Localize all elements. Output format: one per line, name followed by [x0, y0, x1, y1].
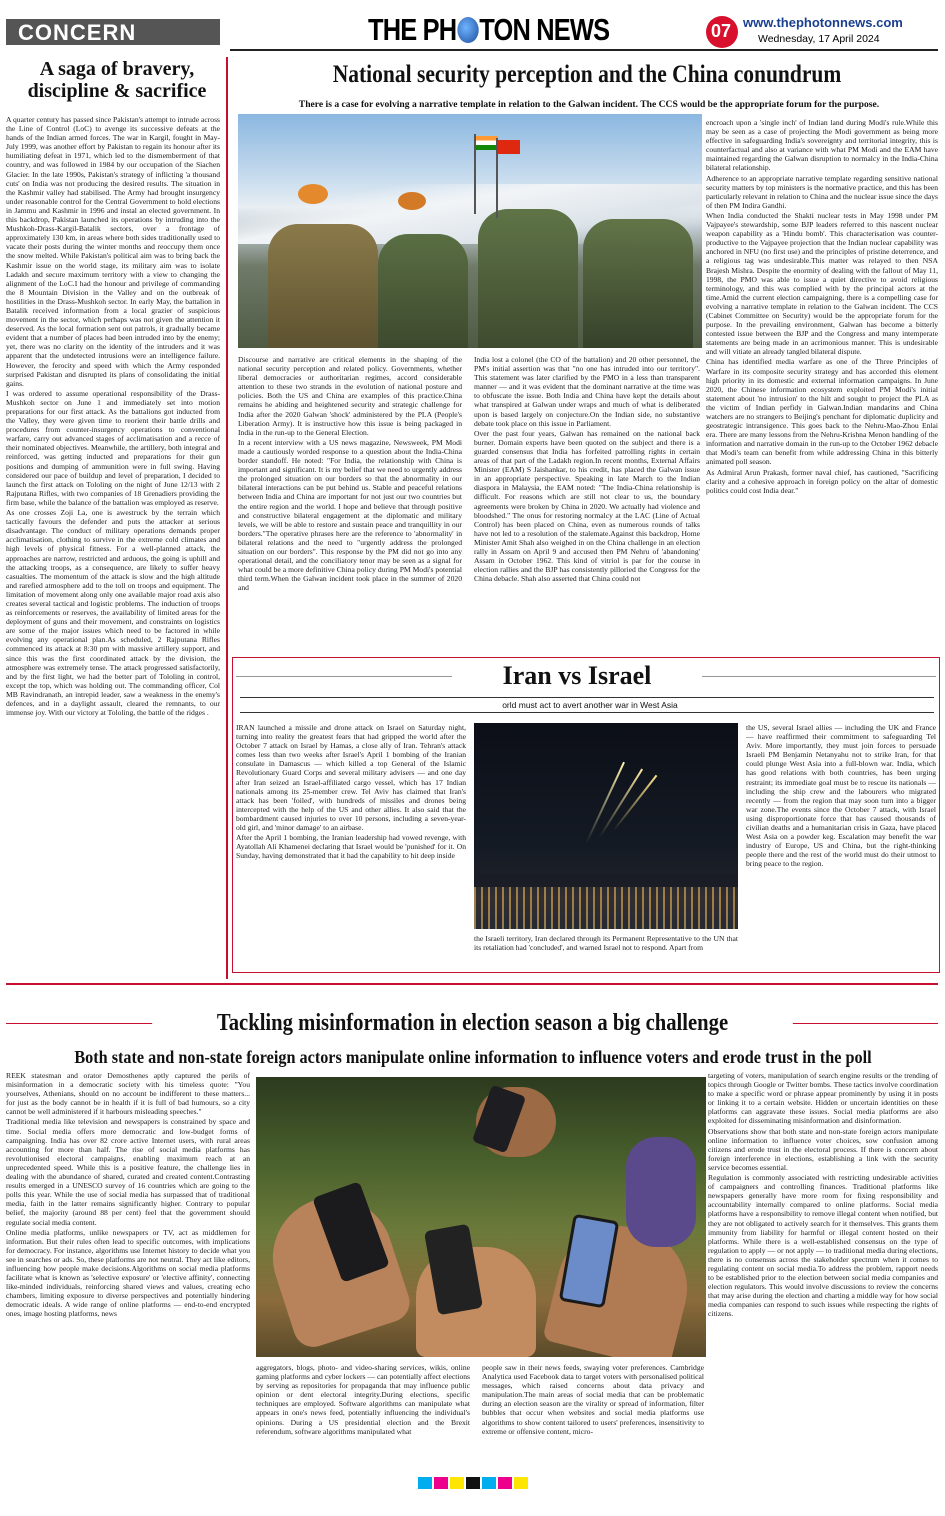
article4-para: Online media platforms, unlike newspapers or TV, act as middlemen for information. But their rules often lead to specific outcomes, with implications for democracy. For instance, algorithms use Internet history to decide what you see in searches or ads. So, these platforms are not neutral. They act like editors, influencing how people make decisions.Algorithms on social media platforms facilitate what is known as 'selective exposure' or 'elective affinity', connecting like-minded individuals, reinforcing shared views and values, creating echo chambers, limiting exposure to diverse perspectives and potentially hindering democratic ideals. A wide range of online platforms — end-to-end encrypted ones, image hosting platforms, news [6, 1227, 250, 1319]
website-link[interactable]: www.thephotonnews.com [743, 15, 903, 30]
article2-para: India lost a colonel (the CO of the battalion) and 20 other personnel, the PM's initial assertion was that "no one has intruded into our territory". This statement was later clarified by the PMO in a less than transparent manner — and it was evident that the dominant narrative at the time was to obfuscate the issue. Both India and China have kept the details about what transpired at Galwan under wraps and much of what is deliberated upon is based largely on conjecture.On the Indian side, no substantive debate took place on this issue in Parliament. [474, 355, 700, 428]
article4-para: Regulation is commonly associated with restricting undesirable activities of campaigners and controlling finances. Traditional platforms like newspapers generally have more room for fixing responsibility and accountability internally compared to online platforms. Social media platforms have a responsibility to remove illegal content when notified, but they are not obligated to actively search for it themselves. This grants them immunity from liability for harmful or illegal content hosted on their platforms. While there is a well-established consensus on the type of regulation to apply — or not apply — to traditional media during elections, there is no consensus across the stakeholder spectrum when it comes to regulating content on social media.To address the problem, rapport needs to be established prior to the election between social media companies and election regulators. This would involve discussions to review the concerns that may arise during the election and charting a middle way for how social media companies can respond to such issues while respecting the rights of citizens. [708, 1173, 938, 1319]
article1-para: I was ordered to assume operational responsibility of the Drass-Mushkoh sector on June 1 and immediately set into motion preparations for our first attack. As the battalions got inducted from the Valley, they were given time to reorient their battle drills and procedures from counter-insurgency operations to conventional warfare, carry out advanced stages of acclimatisation and a recce of their nominated objectives. Meanwhile, the artillery, both integral and reinforced, was getting inducted and preparations for their gun positions and dumping of ammunition were in full swing. Having considered our pace of buildup and level of preparation, I decided to launch the first attack on Tololing on the night of June 12/13 with 2 Rajputana Rifles, with two companies of 18 Grenadiers providing the firm base, while the balance of the battalion was employed as reserve. [6, 388, 220, 507]
registration-mark [498, 1477, 512, 1489]
article4-col3 [482, 1363, 704, 1469]
vertical-divider-red [226, 57, 228, 979]
article4-headline: Tackling misinformation in election season a big challenge [152, 1007, 793, 1039]
brand-text-left: THE PH [368, 12, 457, 47]
article4-para: people saw in their news feeds, swaying voter preferences. Cambridge Analytica used Facebook data to target voters with personalised political messages, which raised concerns about data privacy and manipulation.The main areas of social media that can be problematic during an election season are the virality or spread of information, filter bubbles that occur when websites and social media platforms use algorithms to show content tailored to users' preferences, insensitivity to extreme or offensive content, micro- [482, 1363, 704, 1436]
article2-standfirst: There is a case for evolving a narrative template in relation to the Galwan incident. The CCS would be the appropriate forum for the purpose. [298, 99, 880, 110]
article3-para: IRAN launched a missile and drone attack on Israel on Saturday night, turning into reality the greatest fears that had gripped the world after the October 7 attack on Israel by Hamas, a close ally of Iran. Tehran's attack comes less than two weeks after Israel's April 1 bombing of the Iranian consulate in Damascus — which killed a top General of the Islamic Revolutionary Guard Corps and several military advisers — and one day after Iran seized an Israel-affiliated cargo vessel, which has 17 Indian nationals among its 25-member crew. Tel Aviv has claimed that Iran's attack has been 'foiled', with hundreds of missiles and drones being intercepted with the help of the US and other allies. It also said that the bombardment caused injuries to over 10 persons, including a seven-year-old girl, and 'minor damage' to an airbase. [236, 723, 466, 833]
registration-marks [418, 1477, 530, 1491]
section-banner [6, 19, 220, 45]
article4-para: targeting of voters, manipulation of search engine results or the trending of topics through Google or Twitter bombs. These tactics involve coordination to make a specific word or phrase appear prominently by using it in posts or linking it to a certain website. Hidden or uncertain identities on these platforms can aggravate these issues. Social media platforms are also exploited for disseminating misinformation and disinformation. [708, 1071, 938, 1126]
issue-date: Wednesday, 17 April 2024 [758, 33, 880, 45]
brand-text-right: TON NEWS [479, 12, 610, 47]
registration-mark [418, 1477, 432, 1489]
article3-para: After the April 1 bombing, the Iranian leadership had vowed revenge, with Ayatollah Ali Khamenei declaring that Israel would be 'punished' for it. On Sunday, having demonstrated that it had the capability to hit deep inside [236, 833, 466, 861]
brand-logo [368, 12, 610, 48]
article2-para: Adherence to an appropriate narrative template regarding sensitive national security matters by top ministers is the normative practice, and this has been particularly relevant in relation to China and the nuclear issue since the days of then PM Indira Gandhi. [706, 173, 938, 210]
article1-headline: A saga of bravery, discipline & sacrifice [27, 58, 207, 102]
article3-standfirst-rule-bottom [240, 712, 934, 713]
article3-col1 [236, 723, 466, 971]
article4-top-rule [6, 983, 938, 985]
article3-caption-text: the Israeli territory, Iran declared through its Permanent Representative to the UN that its retaliation had 'concluded', and warned Israel not to respond. Apart from [474, 934, 738, 953]
page-number-badge [706, 16, 738, 48]
article2-headline: National security perception and the China conundrum [332, 61, 842, 88]
article2-para: Discourse and narrative are critical elements in the shaping of the national security perception and related policy. Governments, whether liberal democracies or authoritarian regimes, accord considerable attention to these two strands in the evolution of national posture and policies. Both the US and China are examples of this practice.China remains he abiding and heightened security and strategic challenge for India after the 2020 Galwan 'shock' administered by the PLA (People's Liberation Army). It is instructive how this issue is being packaged in India in the run-up to the General Election. [238, 355, 462, 437]
article2-col1 [238, 355, 462, 655]
globe-icon [457, 17, 478, 43]
registration-mark [514, 1477, 528, 1489]
section-label: CONCERN [18, 20, 137, 45]
registration-mark [450, 1477, 464, 1489]
night-sky-interception-photo [474, 723, 738, 929]
article3-col3 [746, 723, 936, 971]
smartphones-photo [256, 1077, 706, 1357]
article1-para: A quarter century has passed since Pakistan's attempt to intrude across the Line of Control (LoC) to avenge its successive defeats at the hands of the Indian armed forces. The war in Kargil, fought in May-July 1999, was another effort by Pakistan to regain its honour after its humiliating defeat in 1971, which led to the dismemberment of that country, and was followed in 1984 by our occupation of the Siachen Glacier. In the late 1990s, Pakistan's strategy of inflicting 'a thousand cuts' on India was not producing the desired results. The situation in the Kashmir valley had stabilised. The Army had brought insurgency under reasonable control for the Central Government to hold elections in Jammu and Kashmir in 1996 and instal an elected government. In this backdrop, Pakistan launched its operations by intruding into the Mushkoh-Drass-Kargil-Batalik sectors, over a frontage of approximately 130 km, in areas where both sides traditionally used to vacate their posts during the winter months and reoccupy them once the snow melted. While Pakistan's political aim was to bring back the Kashmir issue on the world stage, its military aim was to isolate Ladakh and secure maximum territory with a view to changing the alignment of the LoC.I had the honour and privilege of commanding the 8 Mountain Division in the Valley and on the outbreak of hostilities in the Drass-Mushkoh sector. In early May, the battalion in Batalik received information from a local grazier of suspicious movement in the sector, which perhaps was not given the attention it deserved. As the local formation sent out patrols, it gradually became evident that a number of places had been intruded into by the enemy; yet, there was no clarity on the identity of the intruders and it was apparent that the undetected intrusions were an intelligence failure. However, the ferocity and speed with which the Army responded surprised Pakistan and disrupted its plans of consolidating the initial gains. [6, 115, 220, 388]
article4-para: aggregators, blogs, photo- and video-sharing services, wikis, online gaming platforms and cyber lockers — can potentially affect elections by serving as repositories for propaganda that may influence public opinion or dent electoral integrity.During elections, specific techniques are employed. Software algorithms can manipulate what appears in one's news feed, potentially influencing the individual's opinions. During a US presidential election and the Brexit referendum, software algorithms manipulated what [256, 1363, 470, 1436]
registration-mark [466, 1477, 480, 1489]
article2-col3 [706, 118, 938, 653]
article3-headline: Iran vs Israel [452, 660, 702, 692]
article1-body [6, 115, 220, 975]
article3-para: the US, several Israel allies — including the UK and France — have reaffirmed their commitment to safeguarding Tel Aviv. More importantly, they must join forces to persuade Israeli PM Benjamin Netanyahu not to strike Iran, for that could plunge West Asia into a full-blown war. India, which has good relations with both countries, has been urging restraint; its immediate goal must be to rescue its nationals — including the ship crew and the labourers who migrated recently — from the region that may soon turn into a bigger war zone.The events since the October 7 attack, with Israel using disproportionate force that has caused thousands of civilian deaths and a humanitarian crisis in Gaza, have placed West Asia on a powder keg. Escalation may benefit the war industry of Europe, US and China, but the right-thinking people there and the rest of the world must do their utmost to bring peace to the region. [746, 723, 936, 869]
article2-para: In a recent interview with a US news magazine, Newsweek, PM Modi made a cautiously worded response to a question about the India-China border standoff. He noted: "For India, the relationship with China is important and significant. It is my belief that we need to urgently address the prolonged situation on our borders so that the abnormality in our bilateral interactions can be put behind us. Stable and peaceful relations between India and China are important for not just our two countries but the entire region and the world. I hope and believe that through positive and constructive bilateral engagement at the diplomatic and military levels, we will be able to restore and sustain peace and tranquillity in our borders."The operative phrases here are the reference to 'abnormality' in bilateral relations and the need to "urgently address the prolonged situation on our borders". This response by the PM did not go into any operational detail, and the conciliatory tenor may be seen as a signal for what could be a more definitive China policy during PM Modi's potential third term.When the Galwan incident took place in the summer of 2020 and [238, 437, 462, 593]
article4-col2 [256, 1363, 470, 1469]
page-number: 07 [711, 21, 732, 41]
article1-para: As one crosses Zoji La, one is awestruck by the terrain which tactically favours the defender and puts the attacker at serious disadvantage. The conduct of military operations demands proper acclimatisation, clothing to survive in the extreme cold climates and high levels of physical fitness. For a well-planned attack, the approaches are narrow, restricted and arduous, the going is uphill and the attacking troops, as a consequence, are likely to suffer heavy casualties. The momentum of the attack is slow and the high altitude and rarefied atmosphere add to the toll on troops and equipment. The limitation of movement along only one available major road axis also creates several tactical and logistic problems. The induction of troops as reinforcements or reserves, the availability of limited areas for the deployment of guns and their movement, and constraints on logistics are some of the major issues which need to be factored in while evolving any operational plan.As scheduled, 2 Rajputana Rifles commenced its attack at 8:30 pm with massive artillery support, and since this was the first coordinated attack by the division, the atmosphere was extremely tense. The attack progressed satisfactorily, and by the first light, we had the better part of Tololing in control, except the top, which was holding out. The commanding officer, Col MB Ravindranath, an intrepid leader, saw a weakness in the enemy's defences, and in a daylight assault, cleared the remnants, to our immense joy. With our victory at Tololing, the battle of the ridges . [6, 508, 220, 718]
article2-para: When India conducted the Shakti nuclear tests in May 1998 under PM Vajpayee's stewardship, some BJP leaders referred to this nascent nuclear weapon capability as a 'Hindu bomb'. This characterisation was counter-productive to the Vajpayee projection that the Indian nuclear capability was anchored in NFU (no first use) and the principles of pristine deterrence, and a religious tag was undesirable.This matter was relayed to then NSA Brajesh Mishra. Despite the enormity of dealing with the fallout of May 11, 1998, the PMO was able to issue a quiet directive to avoid religious terminology, and this was complied with by the principal actors at the time.Amid the current election campaigning, there is a compelling case for evolving a narrative template in relation to the Galwan incident. The CCS (Cabinet Committee on Security) would be the appropriate forum for the purpose. In the prevailing environment, Galwan has become a bitterly contested issue between the BJP and the Congress and many intemperate statements are being made in an acrimonious manner. This is undesirable and will vitiate an already tangled bilateral dispute. [706, 210, 938, 357]
soldiers-photo [238, 114, 702, 348]
article2-para: Over the past four years, Galwan has remained on the national back burner. Domain experts have been quoted on the subject and there is a guarded consensus that India has forfeited patrolling rights in certain areas of that part of the Ladakh region.In recent months, External Affairs Minister (EAM) S Jaishankar, to his credit, has placed the Galwan issue in an appropriate perspective. Speaking in late March to the Indian diaspora in Malaysia, the EAM noted: "The India-China relationship is difficult. For reasons which are still not clear to us, the boundary agreements were broken by China in 2020. We actually had violence and bloodshed." The onus for restoring normalcy at the LAC (Line of Actual Control) has been placed on China, even as numerous rounds of talks have not led to a resolution of the stalemate.Against this backdrop, Home Minister Amit Shah also weighed in on the China challenge in an election rally in Assam on April 9 and accused then PM Nehru of 'abandoning' Assam in October 1962. This kind of vitriol is par for the course in election rallies and the BJP has consistently pilloried the Congress for the China debacle. Shah also asserted that China could not [474, 428, 700, 584]
article4-col1 [6, 1071, 250, 1469]
article4-para: Traditional media like television and newspapers is constrained by space and time. Social media offers more democratic and low-budget forms of campaigning. India has over 82 crore active Internet users, with rural areas accounting for more than half. The rise of social media platforms has revolutionised electoral campaigns, enabling maximum reach at an unprecedented speed. While this is a positive feature, the challenge lies in dealing with the abundance of shared, curated and created content.Contrasting results emerged in a UNESCO survey of 16 countries which are going to the polls this year. While the use of social media has surpassed that of traditional media, faith in the latter remains significantly higher. Contrary to popular belief, the majority (around 88 per cent) feel that the government should regulate social media content. [6, 1117, 250, 1227]
article4-subhead: Both state and non-state foreign actors manipulate online information to influence voters and erode trust in the poll [74, 1047, 872, 1067]
article3-standfirst-rule-top [240, 697, 934, 698]
article2-col2 [474, 355, 700, 655]
registration-mark [434, 1477, 448, 1489]
masthead-rule [230, 49, 938, 51]
article2-para: encroach upon a 'single inch' of Indian land during Modi's rule.While this may be seen as a case of projecting the Modi government as being more effective in safeguarding India's sovereignty and territorial integrity, this is counterfactual and also at variance with what PM Modi and the EAM have maintained regarding the Galwan disruption to normalcy in the India-China bilateral relationship. [706, 118, 938, 173]
article2-para: As Admiral Arun Prakash, former naval chief, has cautioned, "Sacrificing clarity and a cohesive approach in foreign policy on the altar of domestic politics could cost India dear." [706, 467, 938, 495]
article4-para: Observations show that both state and non-state foreign actors manipulate online information to influence voter choices, sow confusion among citizens and erode trust in the electoral process. If there is concern about foreign interference in elections, establishing a link with the security service becomes essential. [708, 1126, 938, 1172]
registration-mark [482, 1477, 496, 1489]
article3-standfirst: orld must act to avert another war in West Asia [502, 700, 678, 710]
article2-para: China has identified media warfare as one of the Three Principles of Warfare in its composite security strategy and has accorded this element high priority in its domestic and external information campaigns. In June 2020, the Chinese information ecosystem exploited PM Modi's initial statement about 'no intrusion' to the hilt and sought to project the PLA as the victim of Indian perfidy in Galwan.Indian mandarins and China watchers are no strangers to Beijing's penchant for diplomatic duplicity and geostrategic intransigence. This goes back to the Nehru-Mao-Zhou Enlai era. There are many lessons from the Nehru-Krishna Menon handling of the information and narrative domain in the run-up to the October 1962 debacle that Modi's team can benefit from while addressing China in this bitterly animated poll season. [706, 357, 938, 467]
article4-para: REEK statesman and orator Demosthenes aptly captured the perils of misinformation in a democratic society with his timeless quote: "You yourselves, Athenians, should on no account be indifferent to these matters... for just as the body cannot be in health if it is full of bad humours, so a city cannot be well administered if it harbours misleading speeches." [6, 1071, 250, 1117]
article4-col4 [708, 1071, 938, 1469]
